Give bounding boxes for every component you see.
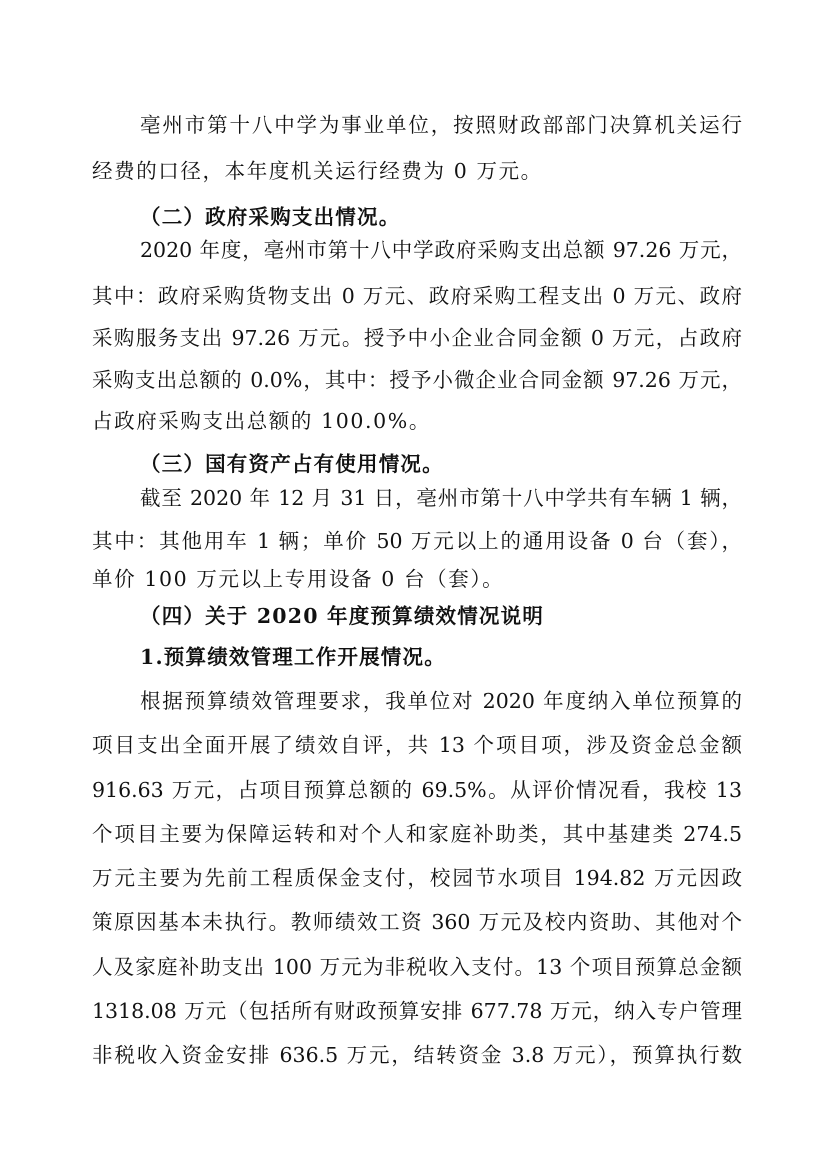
paragraph-line: 策原因基本未执行。教师绩效工资 360 万元及校内资助、其他对个 [92, 910, 742, 934]
paragraph-line: 人及家庭补助支出 100 万元为非税收入支付。13 个项目预算总金额 [92, 955, 742, 979]
paragraph-line: 占政府采购支出总额的 100.0%。 [92, 409, 431, 433]
paragraph-line: 2020 年度，亳州市第十八中学政府采购支出总额 97.26 万元， [140, 238, 742, 262]
paragraph-line: 万元主要为先前工程质保金支付，校园节水项目 194.82 万元因政 [92, 866, 742, 890]
subsection-heading: 1.预算绩效管理工作开展情况。 [140, 645, 446, 669]
section-heading: （二）政府采购支出情况。 [140, 205, 401, 229]
paragraph-line: 截至 2020 年 12 月 31 日，亳州市第十八中学共有车辆 1 辆， [140, 486, 742, 510]
paragraph-line: 其中：政府采购货物支出 0 万元、政府采购工程支出 0 万元、政府 [92, 284, 742, 308]
paragraph-line: 采购支出总额的 0.0%，其中：授予小微企业合同金额 97.26 万元， [92, 368, 742, 392]
paragraph-line: 非税收入资金安排 636.5 万元，结转资金 3.8 万元），预算执行数 [92, 1043, 742, 1067]
paragraph-line: 根据预算绩效管理要求，我单位对 2020 年度纳入单位预算的 [140, 689, 742, 713]
paragraph-line: 经费的口径，本年度机关运行经费为 0 万元。 [92, 159, 543, 183]
paragraph-line: 单价 100 万元以上专用设备 0 台（套）。 [92, 567, 505, 591]
paragraph-line: 916.63 万元，占项目预算总额的 69.5%。从评价情况看，我校 13 [92, 778, 742, 802]
paragraph-line: 采购服务支出 97.26 万元。授予中小企业合同金额 0 万元，占政府 [92, 326, 742, 350]
paragraph-line: 个项目主要为保障运转和对个人和家庭补助类，其中基建类 274.5 [92, 822, 742, 846]
section-heading: （四）关于 2020 年度预算绩效情况说明 [140, 604, 545, 628]
paragraph-line: 其中：其他用车 1 辆；单价 50 万元以上的通用设备 0 台（套）， [92, 529, 742, 553]
section-heading: （三）国有资产占有使用情况。 [140, 452, 444, 476]
paragraph-line: 1318.08 万元（包括所有财政预算安排 677.78 万元，纳入专户管理 [92, 999, 742, 1023]
paragraph-line: 项目支出全面开展了绩效自评，共 13 个项目项，涉及资金总金额 [92, 733, 742, 757]
paragraph-line: 亳州市第十八中学为事业单位，按照财政部部门决算机关运行 [140, 113, 742, 137]
